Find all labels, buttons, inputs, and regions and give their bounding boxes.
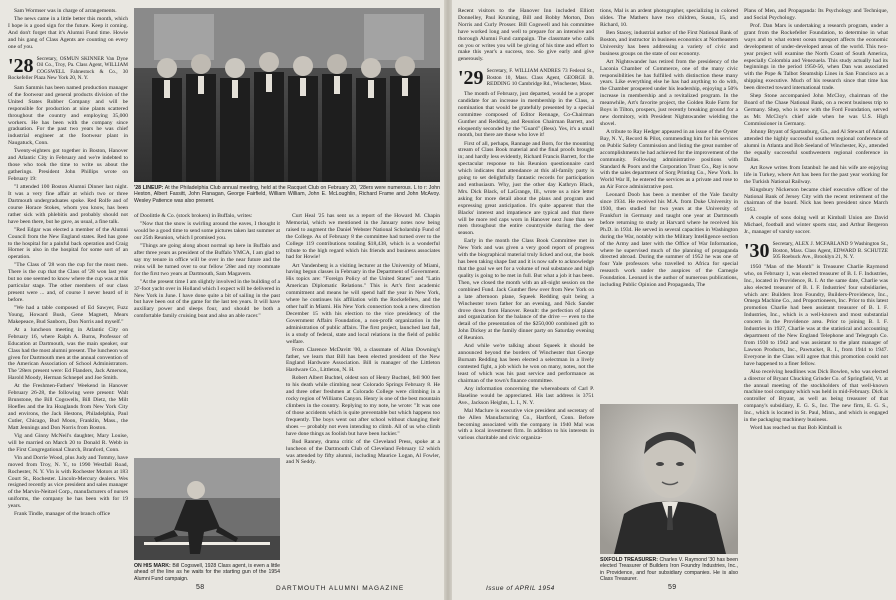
caption-heading: ON HIS MARK: [134,563,171,569]
left-page [0,0,446,600]
paragraph: "At the present time I am slightly involved in the building of a 37-foot yacht over in Holland which I expect will be delivered in New York in June. I have done quite a bit of sailing in the past but have been out of the game for the last ten years. It will have auxiliary power and sleeps four, and should be both a comfortable family cruising boat and also an able racer." [134,278,280,320]
paragraph: The month of February, just departed, would be a proper candidate for an increase in membership in the Class, a nomination that would be gratefully presented by a special committee composed of Editor Rennage, Co-Chairman Gunther and Redding, and Reunion Chairman Barrett, and eloquently seconded by the "Guard" (Bess). Yes, it's a small month, but there are those who love it! [458,91,594,139]
right-page [450,0,896,600]
caption-heading: '28 LINEUP: [134,185,164,191]
issue-footer: Issue of APRIL 1954 [486,585,555,592]
paragraph: Recent visitors to the Hanover Inn included Elliott Donnelley, Paul Kruming, Bill and Bobby Morton, Don Norris and Curly Prosser. Bill Cogswell and his committee have worked long and well to prepare for an intensive and thorough Alumni Fund campaign. The classmate who calls on you or writes you will be giving of his time and effort to make this year's a success, too. So give early and give generously. [458,8,594,63]
paragraph: Sam Sammis has been named production manager of the footwear and general products division of the United States Rubber Company and will be responsible for production at nine plants scattered throughout the country and employing 35,000 workers. He has been with the company since graduation. For the past two years he was chief industrial engineer at the footwear plant in Naugatuck, Conn. [8,85,128,147]
paragraph: Vin and Dorrie Wood, plus Judy and Tommy, have moved from Troy, N. Y., to 1990 Westfall Road, Rochester, N. Y. Vin is with Rochester Motors at 183 Court St., Rochester. Lincoln-Mercury dealers. Wes resigned recently as vice president and sales manager of the Marvin-Neitzel Corp., manufacturers of nurses uniforms, the company he has been with for 19 years. [8,454,128,510]
paragraph: Ben Stacey, industrial author of the First National Bank of Boston, and instructor in business economics at Northeastern University has been addressing a variety of civic and business groups on the state of our economy. [600,29,738,57]
paragraph: tions, Mal is an ardent photographer, specializing in colored slides. The Mathers have two children, Susan, 15, and Richard, 10. [600,8,738,28]
class-year: '29 [458,67,484,90]
cogswell-photo [134,458,280,560]
left-column-3 [286,213,440,577]
paragraph: The news came in a little better this month, which I hope is a good sign for the future. Keep it coming. And don't forget that it's Alumni Fund time. Howie and his gang of Class Agents are counting on every one of you. [8,16,128,50]
paragraph: Prof. Dan Mars is undertaking a research program, under a grant from the Rockefeller Foundation, to determine in what ways and to what extent ocean transport affects the economic development of under-developed areas of the world. This two-year project will examine the North Coast of South America, especially Colombia and Venezuela. This study actually had its beginnings in the period 1950-56, when Dan was associated with the Pope & Talbot Steamship Lines in San Francisco as a shipping executive. Much of his research since that time has been directed toward international trade. [744,23,888,92]
paragraph: Art Nightswander has retired from the presidency of the Laconia Chamber of Commerce, one of the many civic responsibilities he has fulfilled with distinction these many years. Like everything else he has had anything to do with, the Chamber prospered under his leadership, enjoying a 50% increase in membership and a revitalized program. In the meanwhile, Art's favorite project, the Golden Rule Farm for Boys in Tilton, prospers, just recently breaking ground for a new dormitory, with President Nightswander wielding the shovel. [600,58,738,127]
paragraph: Johnny Bryant of Spartanburg, Ga., and Al Stewart of Atlanta attended the highly successful southern regional conference of alumni in Atlanta and Bob Seeland of Winchester, Ky., attended the equally successful southwestern regional conference in Dallas. [744,128,888,163]
paragraph: Vig and Ginny McNeil's daughter, Mary Louise, will be married on March 20 to Donald R. Webb in the First Congregational Church, Branford, Conn. [8,432,128,453]
class-section-header [8,56,128,82]
paragraph: A couple of sons doing well at Kimball Union are David Michael, football and winter sports star, and Arthur Bergeron Jr., manager of varsity soccer. [744,215,888,236]
page-number-right: 59 [668,584,677,591]
paragraph: Robert Albert Buchtel, oldest son of Henry Buchtel, fell 900 feet to his death while climbing near Colorado Springs February 8. He and three other freshmen at Colorado College were climbing in a rocky region of Williams Canyon. Henry is one of the best mountain climbers in the country. Replying to my note, he wrote: "It was one of those accidents which is quite preventable but which happens too frequently. The boys went out after school without changing their shoes — probably not even intending to climb. All of us who climb have done things as foolish but have been luckier." [286,375,440,437]
caption-text: Bill Cogswell, 1928 Class agent, is even a little ahead of the line as he waits for the starting gun of the 1954 Alumni Fund campaign. [134,563,280,582]
paragraph: Curt Heal '25 has sent us a report of the Howard M. Chapin Memorial, which we mentioned in the January notes now being raised to augment the Daniel Webster National Scholarship Fund of the College. As of February 8 the committee had turned over to the College 119 contributions totaling $18,438, which is a wonderful tribute to the high regard which his friends and business associates had for Howie! [286,213,440,261]
paragraph: Kingsbury Nickerson became chief executive officer of the National Bank of Jersey City with the recent retirement of the chairman of the board. Nick has been president since March 1953. [744,186,888,214]
paragraph: of Doolittle & Co. (stock brokers) in Buffalo, writes: [134,213,253,219]
magazine-footer: DARTMOUTH ALUMNI MAGAZINE [276,585,405,592]
group-photo [134,8,440,182]
paragraph: And while we're talking about Squeek it should be announced beyond the borders of Winchester that George Burnam Redding has been elected a selectman in a lively contested fight, a job which he won on many, notes, not the least of which was his past service and performance as chairman of the town's finance committee. [458,343,594,384]
class-secretary-info: Secretary, F. WILLIAM ANDRES 73 Federal St., Boston 10, Mass. Class Agent, GEORGE B. REDDING 10 Cambridge Rd., Winchester, Mass. [486,68,594,88]
cogswell-caption [134,563,280,582]
paragraph: Frank Tindle, manager of the branch office [14,511,111,518]
paragraph: Art Rowe writes from Istanbul: he and his wife are enjoying life in Turkey, where Art has been for the past year working for the Turkish National Railway. [744,164,888,185]
page-number-left: 58 [196,584,205,591]
raymond-portrait [600,404,738,554]
paragraph: At the Freshmen-Fathers' Weekend in Hanover February 26-28, the following were present: Walt Brunstone, the Bill Cogswells, Bill Dietz, the Milt Hoefles and the Ira Hoaglands from New York City and environs, the Jack Hestons, Philadelphia, Paul Cutler, Chicago, Bud Moon, Franklin, Mass., the Matt Jennings and Don Norris from Boston. [8,383,128,431]
paragraph: Any information concerning the whereabouts of Carl P. Haseline would be appreciated. His last address is 3751 Ave., Jackson Heights, L. I., N. Y. [458,385,594,406]
paragraph: "Red Edgar was elected a member of the Alumni Council from the New England states. Red has gone to the hospital for a painful back operation and Craig Horner is also in the hospital for some sort of an operation. [8,226,128,261]
paragraph: First of all, perhaps, Rannage and Born, for the mounting stream of Class Book material and the final proofs brought in; and hardly less evidently, Richard Francis Barrett, for the spectacular response to his Reunion questionnaire card which indicates that attendance at this all-family party is going to set delightfully fantastic records for participation and enthusiasm. Why, just the other day Kathryn Black, Mrs. Dick Black, of LaGrange, Ill., wrote us a nice letter asking for more detail about the plans and program and expressing great anticipation. It's quite apparent that the Blacks' interest and impatience are typical and that there will be more red caps worn in Hanover next June than we men throughout the entire countryside during the deer season. [458,140,594,237]
left-column-2 [134,213,280,456]
paragraph: Early in the month the Class Book Committee met in New York and was given a very good report of progress with the biographical material truly licked and out, the book has been taking shape fast and it is now safe to acknowledge that the goal we set for a volume of real substance and high quality is going to be met in full. But what a job it has been. Then, we closed the month with an all-night session on the combined Fund. Jack Gunther flew over from New York on a late afternoon plane, Squeek Redding quit being a Winchester town father for an evening, and Nick Sander drove down from Hanover. Result: the perfection of plans and organization for the balance of the drive — even to the detail of the presentation of the $250,000 combined gift to John Dickey at the family dinner party on Saturday evening of Reunion. [458,238,594,342]
class-section-header [458,68,594,88]
paragraph: Twenty-eighters got together in Boston, Hanover and Atlantic City in February and we're indebted to those who took the time to write us about the gatherings. President John Phillips wrote on February 19: [8,148,128,182]
class-secretary-info: Secretary, ALEX J. MCFARLAND 9 Washington St., Boston, Mass. Class Agent, EDWARD B. SCHUTZE 505 Roebuck Ave., Brooklyn 21, N. Y. [772,241,888,261]
paragraph: Also receiving headlines was Dick Bowlen, who was elected a director of Bryant Chucking Grinder Co. of Springfield, Vt. at the annual meeting of the stockholders of that well-known machine tool company which was held in mid-February. Dick is controller of Bryant, as well as being treasurer of that company's subsidiary, E. G. S., Inc. The new firm, E. G. S., Inc., which is located in St. Paul, Minn., and which is engaged in the packaging machinery business. [744,368,888,424]
class-secretary-info: Secretary, OSMUN SKINNER Van Dyne Oil Co., Troy, Pa. Class Agent, WILLIAM COGSWELL Fahnestock & Co., 30 Rockefeller Plaza New York 20, N. Y. [8,55,128,82]
caption-text: At the Philadelphia Club annual meeting, held at the Racquet Club on February 20, '28ers were numerous. L to r: John Heston, Albert Fassitt, John Flanagan, George Fairfield, William William, John E. McLoughlin, Richard Frame and John McAvoy. Wesley Patience was also present. [134,185,441,204]
paragraph: "Now that the snow is swirling around the eaves, I thought it would be a good time to send some pictures taken last summer at our 25th Reunion, which I promised you. [134,221,280,241]
paragraph: Leonard Doob has been a member of the Yale faculty since 1934. He received his M.A. from Duke University in 1930, then studied for two years at the University of Frankfurt in Germany and taught one year at Dartmouth before returning to study at Harvard where he received his Ph.D. in 1934. He served in several capacities in Washington during the War, notably with the Military Intelligence section of the Army and later with the Office of War Information, where he supervised much of the planning of propaganda directed abroad. During the summer of 1952 he was one of four Yale professors who travelled to Africa for special research work under the auspices of the Carnegie Foundation. Leonard is the author of numerous publications, including Public Opinion and Propaganda, The [600,192,738,289]
left-column-1 [8,8,128,564]
paragraph: Art Vandenberg is a visiting lecturer at the University of Miami, having begun classes in February in the Department of Government. His topics are: "Foreign Policy of the United States" and "Latin American Diplomatic Relations." This is Art's first academic commitment and means he will spend half the year in New York, where he continues his affiliation with the Rockefellers, and the other half in Miami. His New York connection took a new direction December 15 with his election to the vice presidency of the Government Affairs Foundation, a non-profit organization in the administration of public affairs. The first project, launched last fall, is a study of federal, state and local relations in the field of public welfare. [286,262,440,345]
group-photo-caption [134,185,440,204]
paragraph: "I attended 100 Boston Alumni Dinner last night. It was a very fine affair at which two or three Dartmouth undergraduates spoke. Red Rolfe and of course Horace Stokes, whom you know, has been rather sick with phlebitis and probably should not have been there, but he gave, as usual, a fine talk. [8,184,128,225]
paragraph: Shep Stone accompanied John McCloy, chairman of the Board of the Chase National Bank, on a recent business trip to Germany. Shep, who is now with the Ford Foundation, served as Mr. McCloy's chief aide when he was U.S. High Commissioner in Germany. [744,93,888,127]
class-year: '28 [8,54,34,77]
right-column-2 [600,8,738,400]
paragraph: 1950 "Man of the Month" is Treasurer Charlie Raymond who, on February 1, was elected treasurer of B. I. F. Industries, Inc., located in Providence, R. I. At the same date, Charlie was also elected treasurer of B. I. F. Industries' four subsidiaries, which are: Builders Iron Foundry, Builders-Providence, Inc., Omega Machine Co., and Proportioneers, Inc. Prior to this latest promotion Charlie had been assistant treasurer of B. I. F. Industries, Inc., which is a well-known and most substantial concern in the Providence area. Prior to joining B. I. F. Industries in 1927, Charlie was at the statistical and accounting department of the New England Telephone and Telegraph Co. from 1930 to 1942 and was assistant to the plant manager of Lawson Products, Inc., Pawtucket, R. I., from 1944 to 1947. Everyone in the Class will agree that this promotion could not have happened to a finer fellow. [744,263,888,367]
paragraph: Bud Ranney, drama critic of the Cleveland Press, spoke at a luncheon of the Dartmouth Club of Cleveland February 12 which was attended by fifty alumni, including Maurice Logan, Al Fowler, and N Seddy. [286,438,440,466]
right-column-1 [458,8,594,582]
class-section-header [744,241,888,261]
caption-text: Charles V. Raymond '30 has been elected Treasurer of Builders Iron Foundry Industries, Inc., in Providence, and four subsidiary companies. He is also Class Treasurer. [600,557,738,583]
paragraph: At a luncheon meeting in Atlantic City on February 16, where Ralph A. Burns, Professor of Education at Dartmouth, was the main speaker, our Class had the most alumni present. The luncheon was given for Dartmouth men at the annual convention of the American Association of School Administrators. The '28ers present were: Ed Flanders, Jack Amerson, Harold Moody, Herman Schnepel and Joe Smith. [8,326,128,382]
paragraph: Plans of Men, and Propaganda: Its Psychology and Technique, and Social Psychology. [744,8,888,21]
class-year: '30 [744,240,770,263]
paragraph: Word has reached us that Bob Kimball is [750,425,842,432]
raymond-caption [600,557,738,583]
paragraph: A tribute to Ray Hedger appeared in an issue of the Oyster Bay, N. Y., Record & Pilot, commending him for his services on Public Safety Commission and listing the great number of accomplishments he had achieved for the improvement of the community. Following administrative positions with Standard & Poors and the Corporation Trust Co., Ray is now with the sales department of Sorg Printing Co., New York. In World War II, he entered the services as a private and rose to an Air Force administrative post. [600,128,738,191]
paragraph: Mal Maclure is executive vice president and secretary of the Allen Manufacturing Co., Hartford, Conn. Before becoming associated with the company in 1940 Mal was with a local investment firm. In addition to his interests in various charitable and civic organiza- [458,407,594,442]
paragraph: "Things are going along about normal up here in Buffalo and after three years as president of the Buffalo YMCA, I am glad to say my tenure in office will be over in the near future and the reins will be turned over to our fellow '28er and my roommate for the first two years at Dartmouth, Sam Magavern. [134,243,280,277]
paragraph: From Clarence McDavitt '00, a classmate of Allan Downing's father, we learn that Bill has been elected president of the New England Hardware Association. Bill is manager of the Littleton Hardware Co., Littleton, N. H. [286,346,440,374]
paragraph: "We had a table composed of Ed Sawyer, Fuzz Young, Howard Bush, Gene Magnett, Mears Makepeace, Bud Sanborn, Don Norris and myself." [8,305,128,325]
caption-heading: SIXFOLD TREASURER: [600,557,658,563]
paragraph: Sam Wormser was in charge of arrangements. [14,8,117,14]
right-column-3 [744,8,888,582]
paragraph: "The Class of '28 won the cup for the most men. There is the cup that the Class of '28 won last year but no one seemed to know where the cup was at this particular stage. The other members of our class present were ... and, of course I never heard of it before. [8,262,128,303]
